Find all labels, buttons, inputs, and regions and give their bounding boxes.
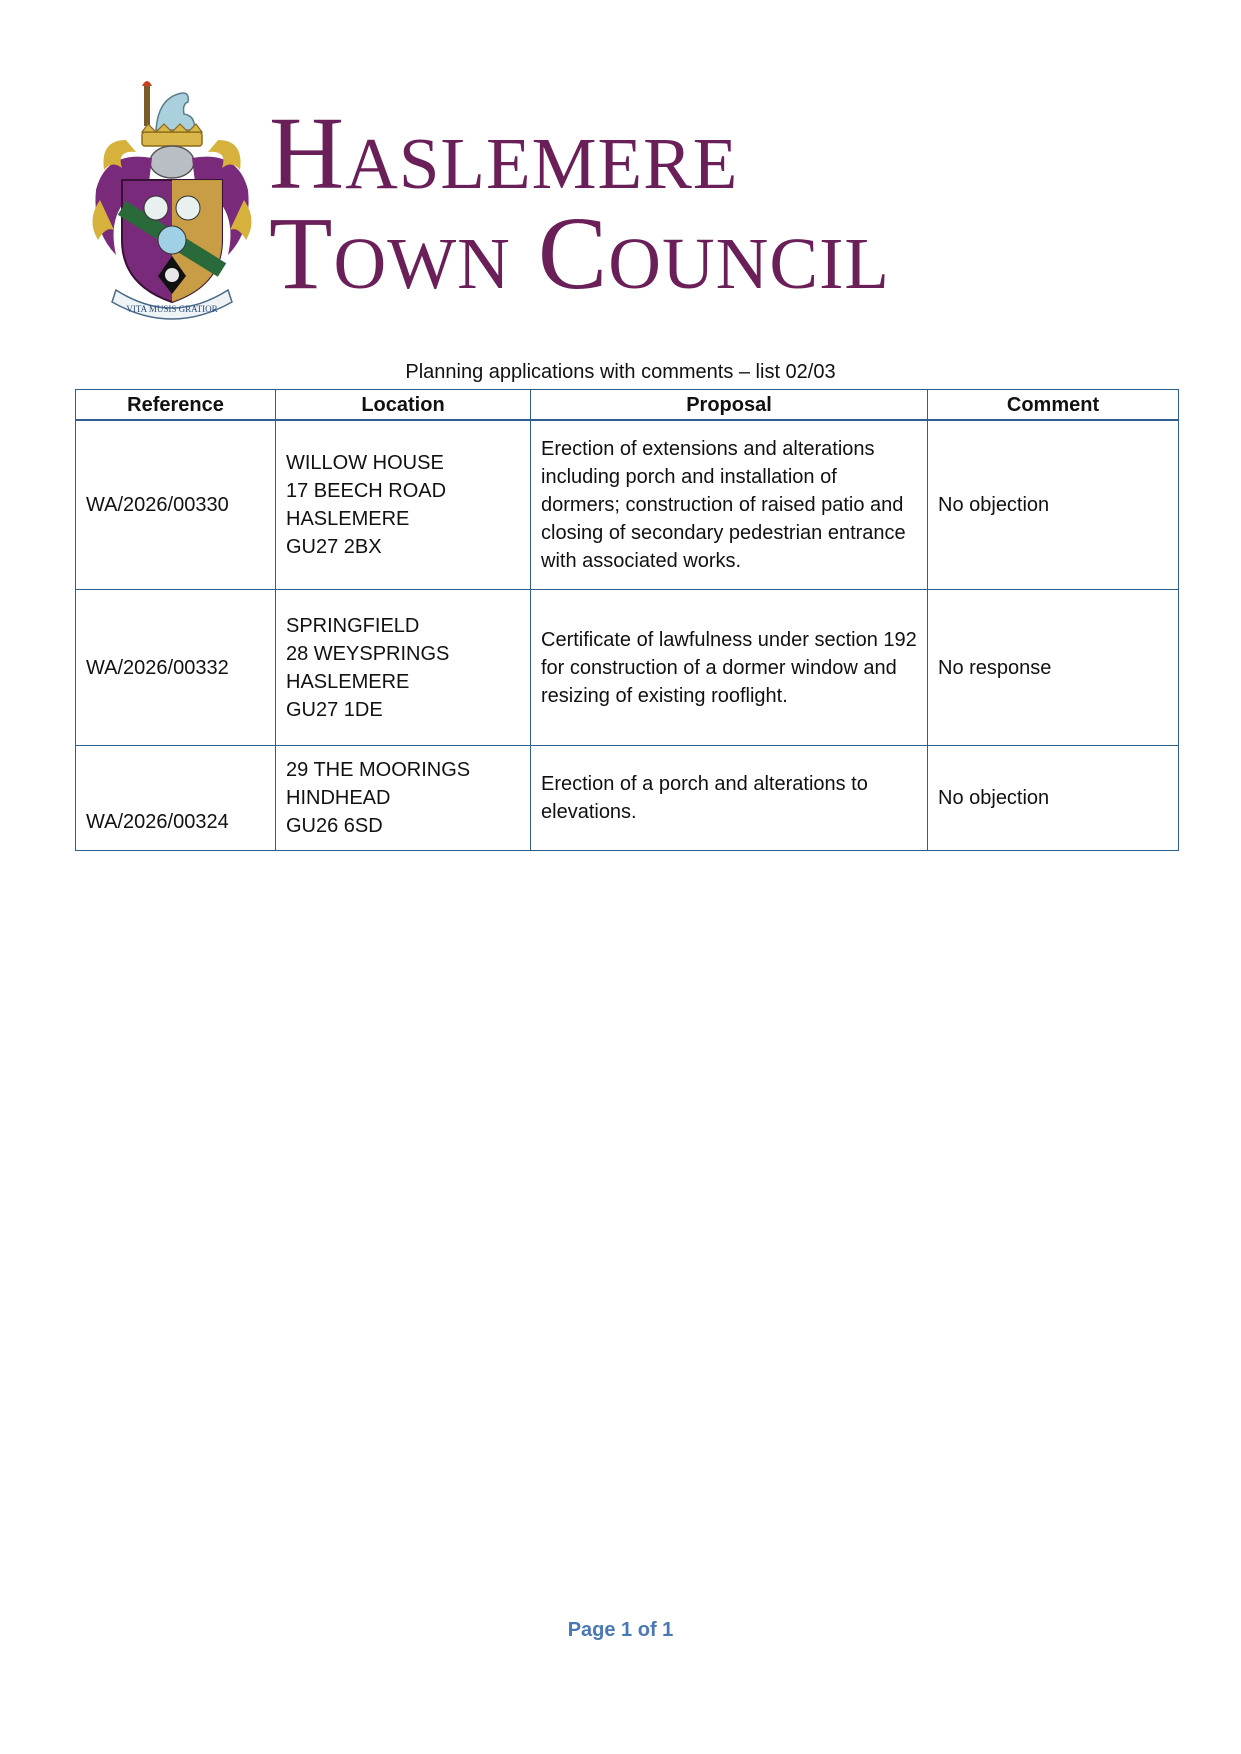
location-line: GU26 6SD (286, 815, 383, 837)
cell-proposal: Certificate of lawfulness under section 192 for construction of a dormer window and resizing of existing rooflight. (531, 590, 928, 746)
location-line: HASLEMERE (286, 508, 410, 530)
crest-motto: VITA MUSIS GRATIOR (126, 304, 218, 314)
location-line: HINDHEAD (286, 787, 391, 809)
document-title: Planning applications with comments – list 02/03 (405, 361, 836, 383)
location-line: WILLOW HOUSE (286, 452, 444, 474)
location-line: GU27 2BX (286, 536, 382, 558)
location-line: 29 THE MOORINGS (286, 759, 471, 781)
location-line: GU27 1DE (286, 698, 383, 721)
column-header-comment: Comment (928, 390, 1179, 421)
column-header-location: Location (276, 390, 531, 421)
cell-proposal: Erection of extensions and alterations including porch and installation of dormers; construction of raised patio and closing of secondary pedestrian entrance with associated works. (531, 420, 928, 590)
cell-reference: WA/2026/00332 (76, 590, 276, 746)
cell-location (276, 590, 531, 746)
location-line: HASLEMERE (286, 670, 410, 693)
table-row (76, 420, 1179, 590)
cell-reference: WA/2026/00324 (76, 746, 276, 851)
location-line: 17 BEECH ROAD (286, 480, 447, 502)
location-line: 28 WEYSPRINGS (286, 642, 450, 665)
column-header-proposal: Proposal (531, 390, 928, 421)
council-name-line-1: Haslemere (269, 96, 739, 211)
cell-location (276, 746, 531, 851)
table-row (76, 590, 1179, 746)
cell-comment: No response (928, 590, 1179, 746)
cell-location (276, 420, 531, 590)
council-crest-logo (86, 80, 256, 320)
council-name (269, 96, 890, 311)
letterhead (86, 80, 1006, 320)
cell-reference: WA/2026/00330 (76, 420, 276, 590)
planning-applications-table (75, 389, 1179, 851)
cell-comment: No objection (928, 420, 1179, 590)
cell-proposal: Erection of a porch and alterations to elevations. (531, 746, 928, 851)
cell-comment: No objection (928, 746, 1179, 851)
council-name-line-2: Town Council (269, 196, 890, 311)
location-line: SPRINGFIELD (286, 614, 420, 637)
page-number: Page 1 of 1 (567, 1619, 674, 1641)
table-header-row (76, 390, 1179, 421)
table-row (76, 746, 1179, 851)
column-header-reference: Reference (76, 390, 276, 421)
